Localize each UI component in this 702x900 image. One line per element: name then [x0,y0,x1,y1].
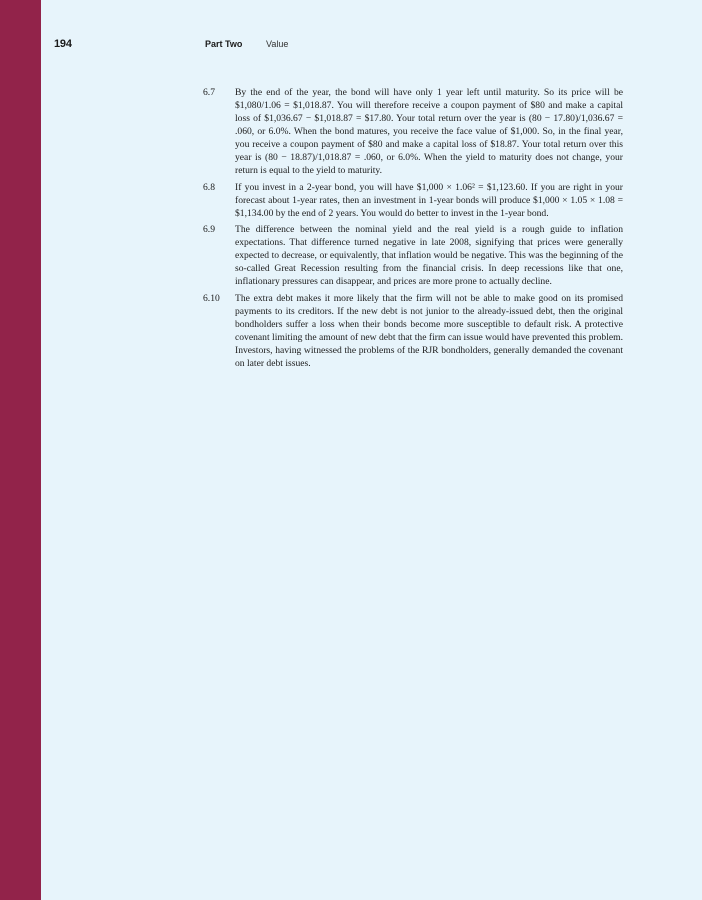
answer-number: 6.10 [203,292,220,304]
page-body [41,0,702,900]
answer-text: If you invest in a 2-year bond, you will have $1,000 × 1.06² = $1,123.60. If you are right in your forecast about 1-year rates, then an investment in 1-year bonds will produce $1,000 × 1.05 × 1.08 = $1,134.00 by the end of 2 years. You would do better to invest in the 1-year bond. [235,181,623,219]
answer-item [203,292,623,370]
part-label: Part Two [205,39,243,49]
answer-item [203,181,623,220]
answer-number: 6.9 [203,224,215,235]
answer-text: By the end of the year, the bond will have only 1 year left until maturity. So its price will be $1,080/1.06 = $1,018.87. You will therefore receive a coupon payment of $80 and make a capital loss of $1,036.67 − $1,018.87 = $17.80. Your total return over the year is (80 − 17.80)/1,036.67 = .060, or 6.0%. When the bond matures, you receive the face value of $1,000. So, in the final year, you receive a coupon payment of $80 and make a capital loss of $18.87. Your total return over this year is (80 − 18.87)/1,018.87 = .060, or 6.0%. When the yield to maturity does not change, your return is equal to the yield to maturity. [235,87,623,176]
chapter-color-band [0,0,41,900]
running-header [54,38,694,54]
part-title: Value [266,39,289,49]
page-number: 194 [54,38,72,50]
answer-text: The difference between the nominal yield and the real yield is a rough guide to inflation expectations. That difference turned negative in late 2008, signifying that prices were generally expected to decrease, or equivalently, that inflation would be negative. This was the beginning of the so-called Great Recession resulting from the financial crisis. In deep recessions like that one, inflationary pressures can disappear, and prices are more prone to actually decline. [235,224,623,287]
answer-text: The extra debt makes it more likely that the firm will not be able to make good on its promised payments to its creditors. If the new debt is not junior to the already-issued debt, then the original bondholders suffer a loss when their bonds become more susceptible to default risk. A protective covenant limiting the amount of new debt that the firm can issue would have prevented this problem. Investors, having witnessed the problems of the RJR bondholders, generally demanded the covenant on later debt issues. [235,292,623,369]
answer-list [203,86,623,373]
answer-item [203,223,623,288]
answer-number: 6.8 [203,181,215,193]
answer-number: 6.7 [203,87,215,98]
answer-item [203,86,623,177]
